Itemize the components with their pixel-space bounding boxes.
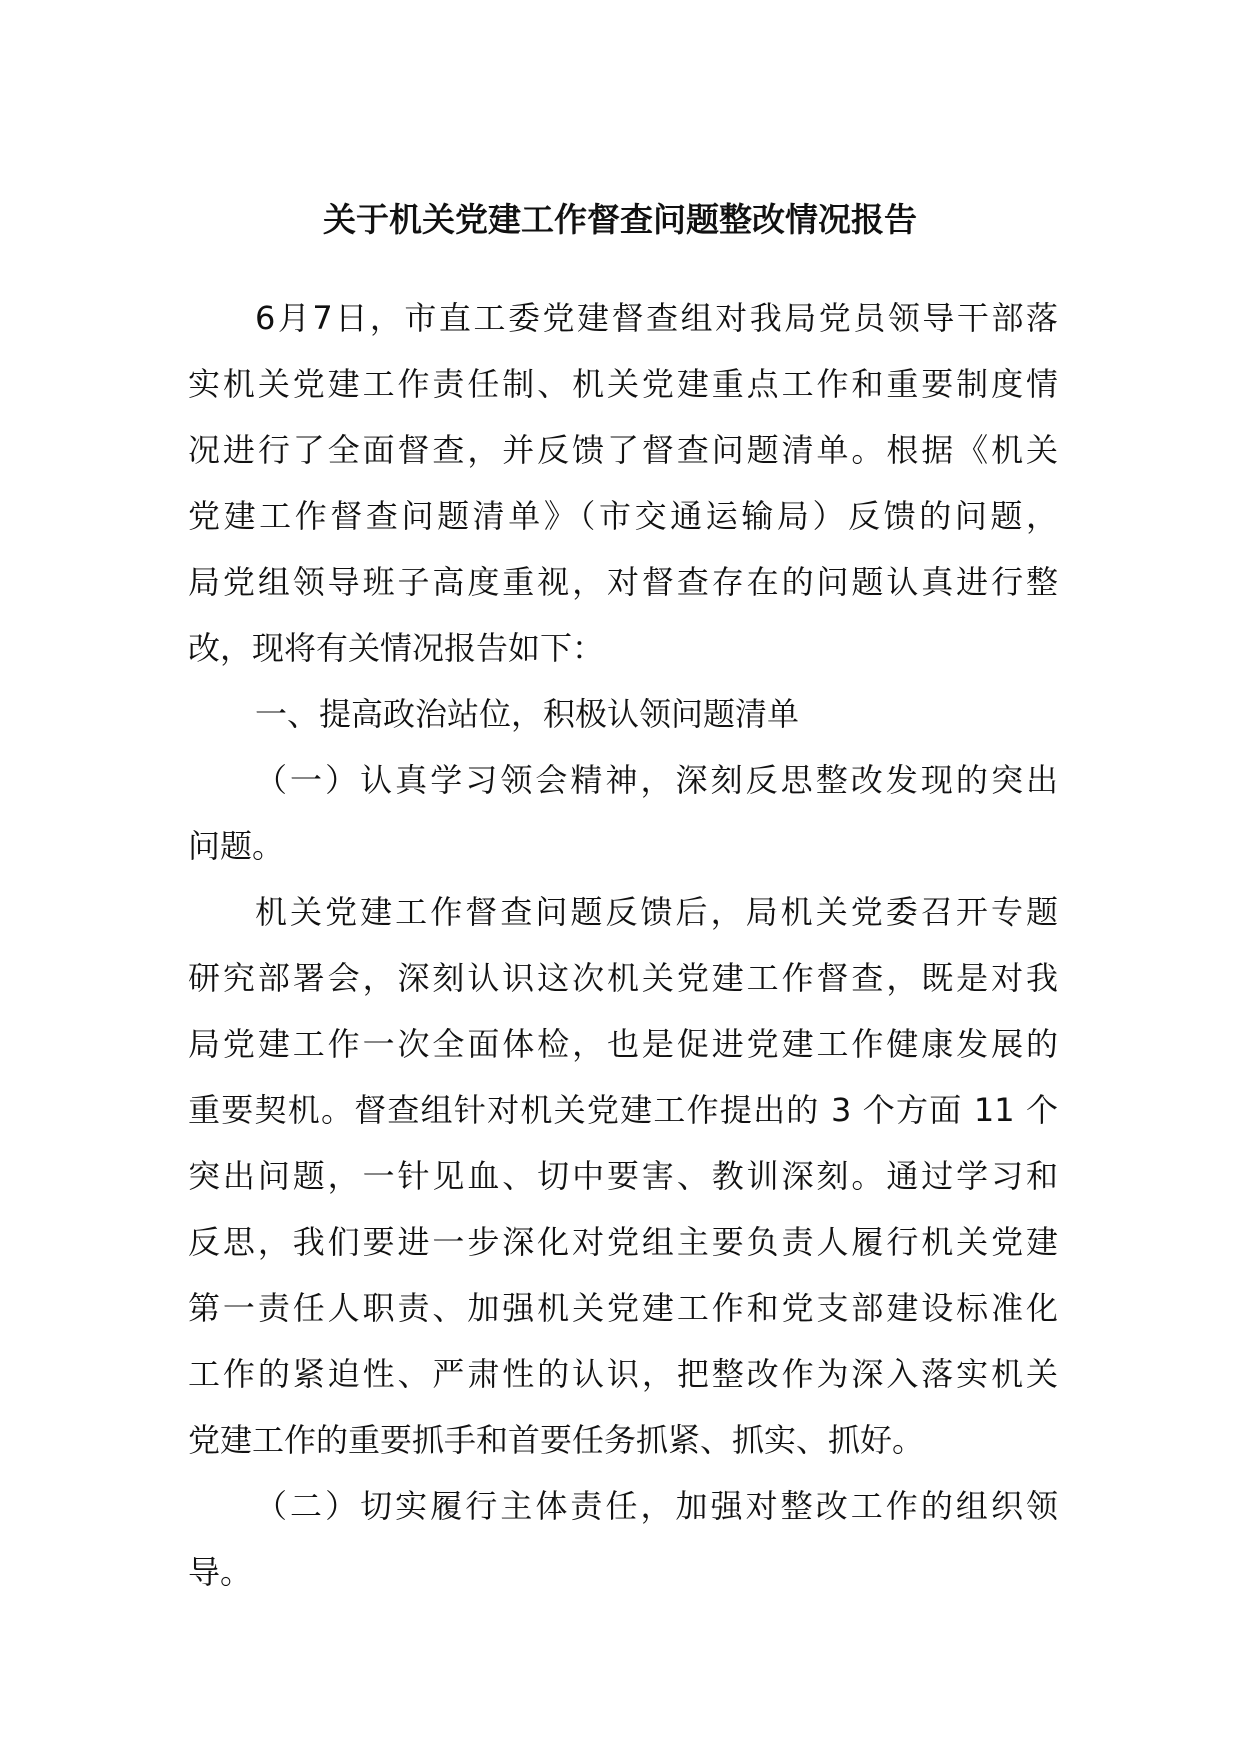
text-line: 第一责任人职责、加强机关党建工作和党支部建设标准化: [188, 1289, 1058, 1327]
text-line: 导。: [188, 1553, 253, 1591]
text-line: （一）认真学习领会精神，深刻反思整改发现的突出: [255, 761, 1058, 799]
text-line: 问题。: [188, 827, 285, 865]
text-line: 党建工作的重要抓手和首要任务抓紧、抓实、抓好。: [188, 1421, 925, 1459]
text-line: 实机关党建工作责任制、机关党建重点工作和重要制度情: [188, 365, 1058, 403]
text-line: 6月7日，市直工委党建督查组对我局党员领导干部落: [255, 299, 1058, 337]
text-line: （二）切实履行主体责任，加强对整改工作的组织领: [255, 1487, 1058, 1525]
text-line: 工作的紧迫性、严肃性的认识，把整改作为深入落实机关: [188, 1355, 1058, 1393]
text-line: 突出问题，一针见血、切中要害、教训深刻。通过学习和: [188, 1157, 1058, 1195]
text-line: 机关党建工作督查问题反馈后，局机关党委召开专题: [255, 893, 1058, 931]
text-line: 重要契机。督查组针对机关党建工作提出的 3 个方面 11 个: [188, 1091, 1058, 1129]
text-line: 改，现将有关情况报告如下：: [188, 629, 605, 667]
text-line: 反思，我们要进一步深化对党组主要负责人履行机关党建: [188, 1223, 1058, 1261]
text-line: 局党组领导班子高度重视，对督查存在的问题认真进行整: [188, 563, 1058, 601]
document-title: 关于机关党建工作督查问题整改情况报告: [323, 200, 917, 239]
text-line: 局党建工作一次全面体检，也是促进党建工作健康发展的: [188, 1025, 1058, 1063]
text-line: 一、提高政治站位，积极认领问题清单: [255, 695, 800, 733]
text-line: 研究部署会，深刻认识这次机关党建工作督查，既是对我: [188, 959, 1058, 997]
text-line: 况进行了全面督查，并反馈了督查问题清单。根据《机关: [188, 431, 1058, 469]
text-line: 党建工作督查问题清单》（市交通运输局）反馈的问题，: [188, 497, 1058, 535]
